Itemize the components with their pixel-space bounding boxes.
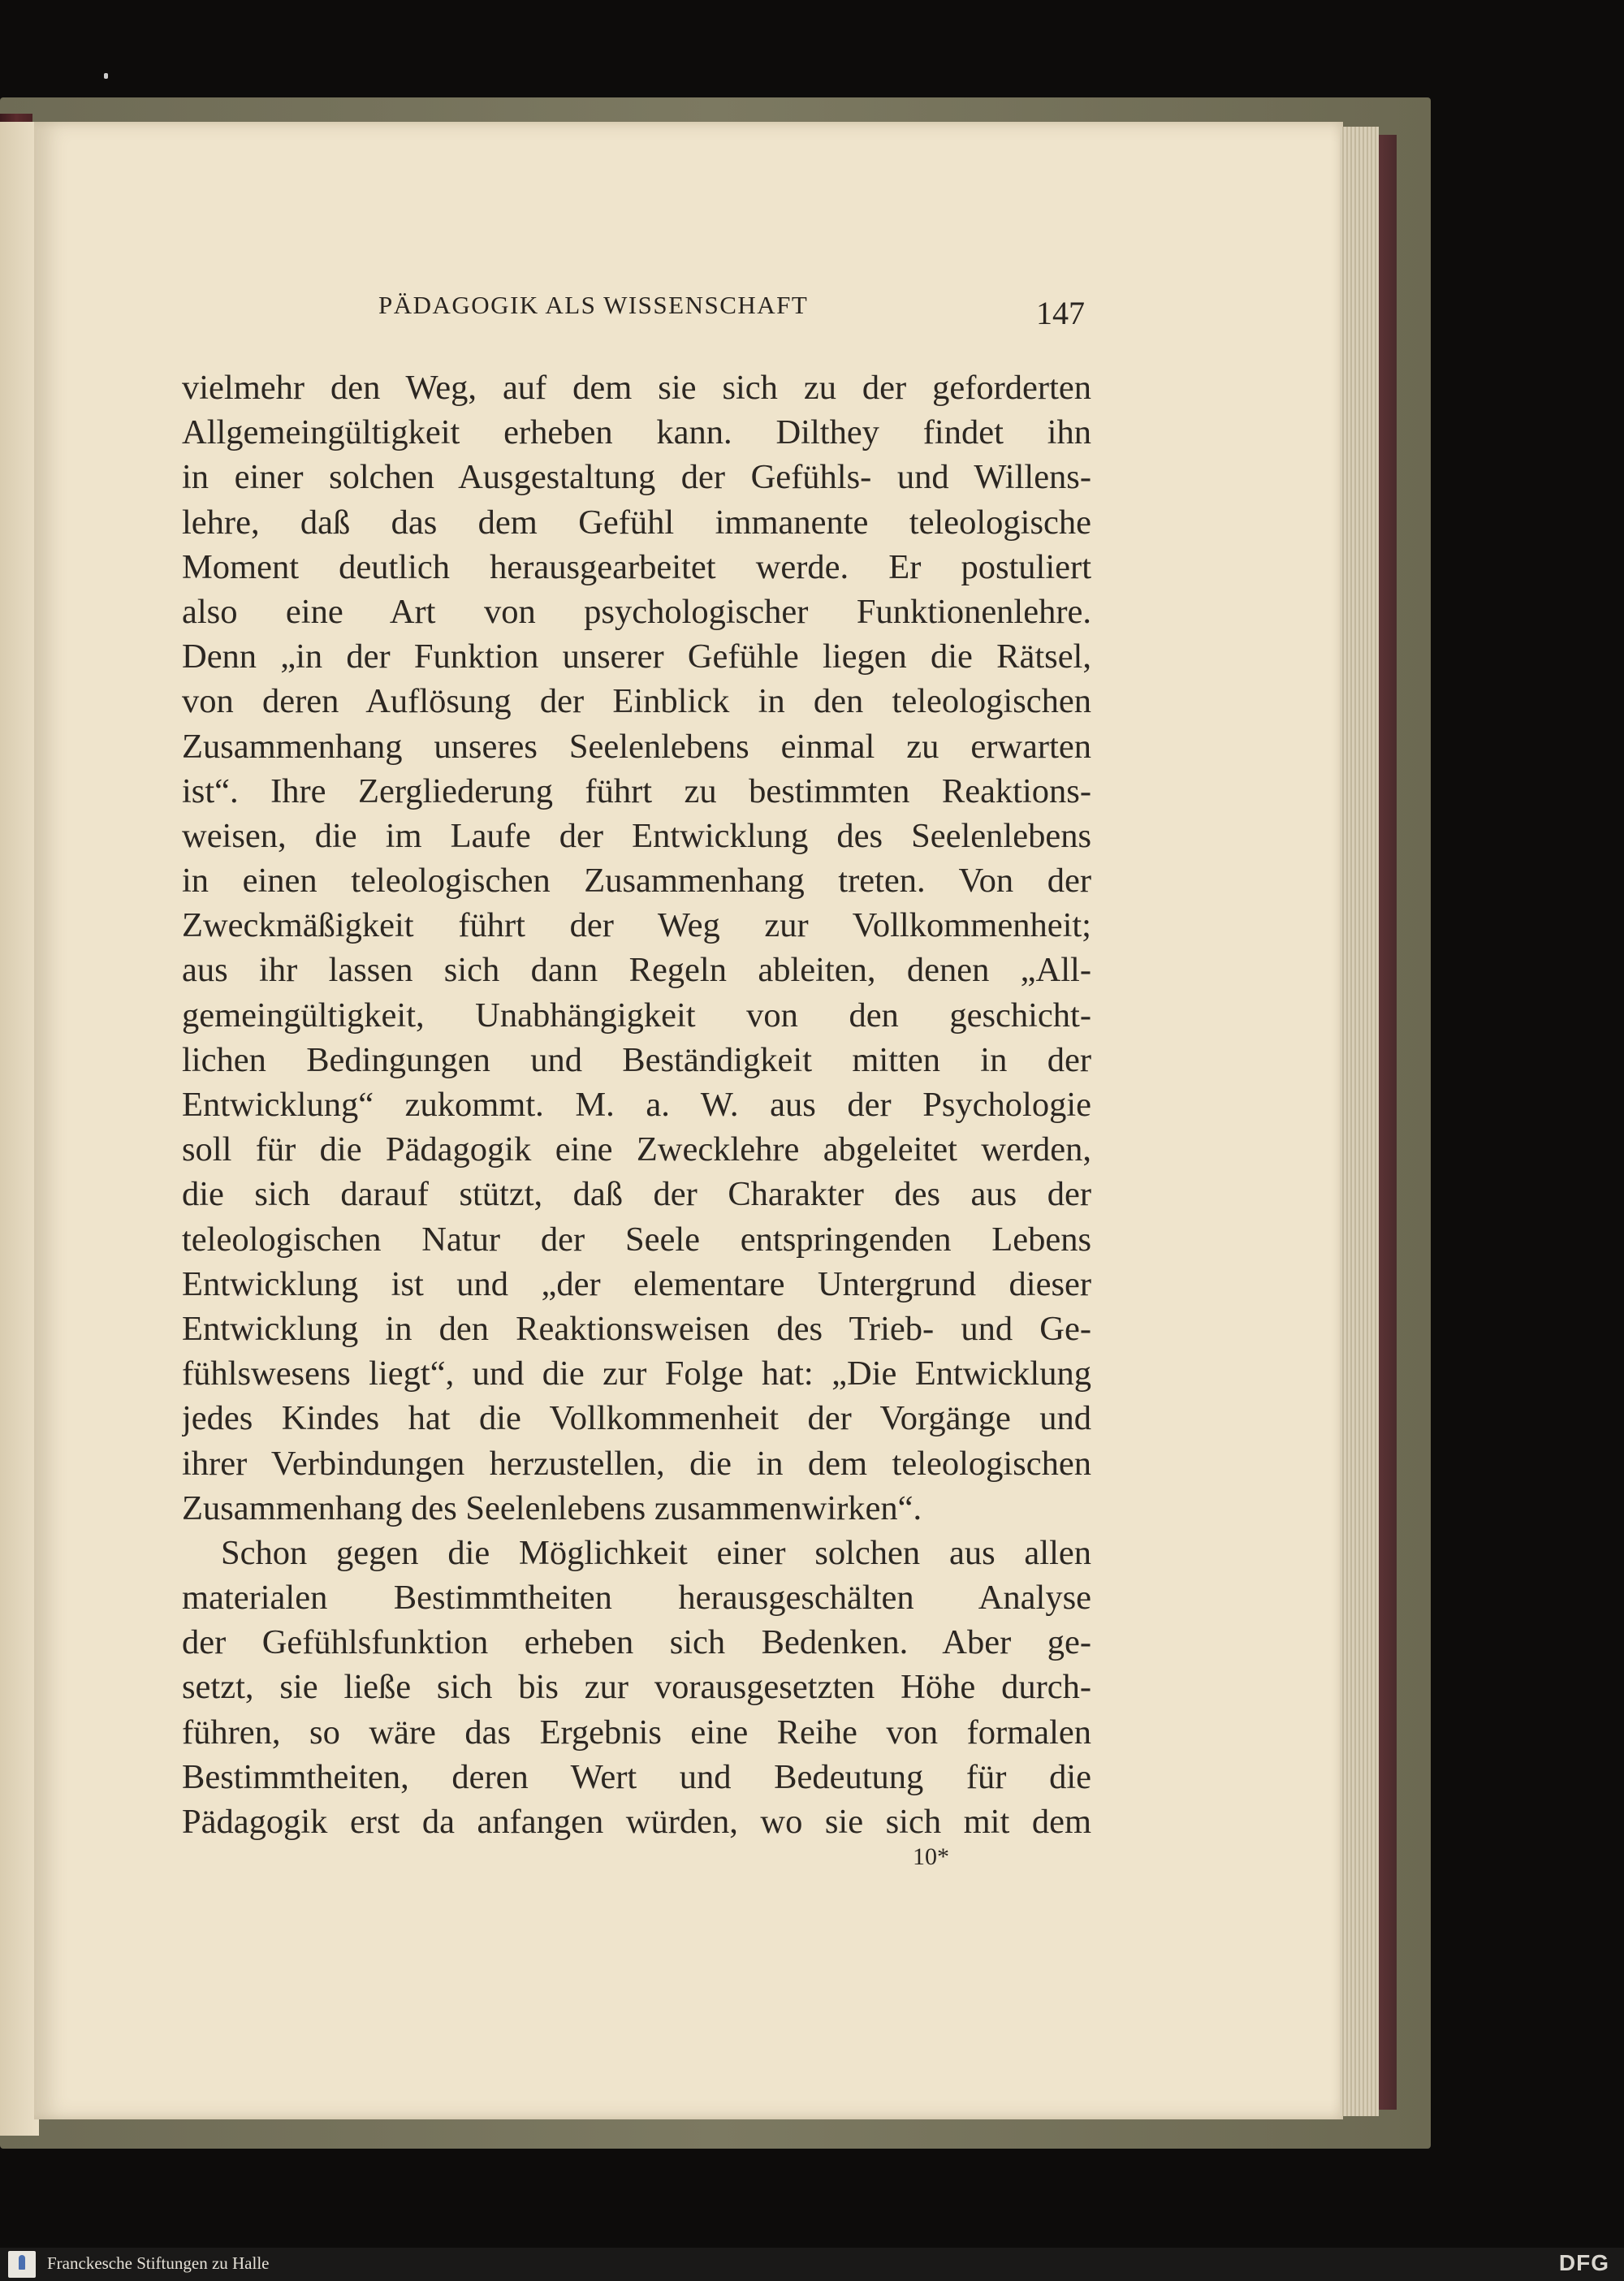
text-line: die sich darauf stützt, daß der Charakter des aus der: [182, 1175, 1091, 1214]
text-line: materialen Bestimmtheiten herausgeschälten Analyse: [182, 1579, 1091, 1618]
text-line: Schon gegen die Möglichkeit einer solchen aus allen: [221, 1533, 1091, 1572]
text-line: lichen Bedingungen und Beständigkeit mitten in der: [182, 1040, 1091, 1079]
text-line: Zweckmäßigkeit führt der Weg zur Vollkommenheit;: [182, 906, 1091, 945]
institution-logo-icon: [8, 2251, 36, 2278]
footer-bar: [0, 2248, 1624, 2281]
left-page-edge: [0, 122, 39, 2136]
text-line: Denn „in der Funktion unserer Gefühle liegen die Rätsel,: [182, 637, 1091, 676]
text-line: in einer solchen Ausgestaltung der Gefühls- und Willens-: [182, 458, 1091, 497]
back-board-edge: [1379, 135, 1397, 2110]
text-line: ihrer Verbindungen herzustellen, die in dem teleologischen: [182, 1444, 1091, 1483]
page-fore-edge: [1340, 127, 1379, 2116]
text-line: soll für die Pädagogik eine Zwecklehre abgeleitet werden,: [182, 1130, 1091, 1169]
page-number: 147: [1036, 295, 1085, 331]
text-line: Bestimmtheiten, deren Wert und Bedeutung für die: [182, 1757, 1091, 1796]
text-line: führen, so wäre das Ergebnis eine Reihe von formalen: [182, 1713, 1091, 1752]
body-text: [182, 365, 1091, 1844]
text-line: also eine Art von psychologischer Funktionenlehre.: [182, 592, 1091, 631]
text-line: jedes Kindes hat die Vollkommenheit der Vorgänge und: [182, 1399, 1091, 1438]
text-line: Moment deutlich herausgearbeitet werde. Er postuliert: [182, 547, 1091, 586]
text-line: der Gefühlsfunktion erheben sich Bedenken. Aber ge-: [182, 1623, 1091, 1662]
text-line: gemeingültigkeit, Unabhängigkeit von den geschicht-: [182, 996, 1091, 1035]
text-line: Entwicklung in den Reaktionsweisen des Trieb- und Ge-: [182, 1309, 1091, 1348]
text-line: teleologischen Natur der Seele entspringenden Lebens: [182, 1220, 1091, 1259]
text-line: lehre, daß das dem Gefühl immanente teleologische: [182, 503, 1091, 542]
dfg-logo: DFG: [1558, 2250, 1609, 2275]
text-line: in einen teleologischen Zusammenhang treten. Von der: [182, 862, 1091, 901]
text-line: von deren Auflösung der Einblick in den teleologischen: [182, 682, 1091, 721]
text-line: Zusammenhang des Seelenlebens zusammenwirken“.: [182, 1488, 922, 1527]
dust-speck: [104, 73, 108, 79]
signature-mark: 10*: [913, 1843, 949, 1870]
text-line: Allgemeingültigkeit erheben kann. Dilthey findet ihn: [182, 413, 1091, 452]
text-line: vielmehr den Weg, auf dem sie sich zu der geforderten: [182, 369, 1091, 407]
text-line: Pädagogik erst da anfangen würden, wo sie sich mit dem: [182, 1803, 1091, 1841]
text-line: Zusammenhang unseres Seelenlebens einmal zu erwarten: [182, 727, 1091, 766]
text-line: Entwicklung ist und „der elementare Untergrund dieser: [182, 1264, 1091, 1303]
running-head: PÄDAGOGIK ALS WISSENSCHAFT: [378, 291, 809, 319]
text-line: fühlswesens liegt“, und die zur Folge hat: „Die Entwicklung: [182, 1354, 1091, 1393]
text-line: Entwicklung“ zukommt. M. a. W. aus der Psychologie: [182, 1086, 1091, 1124]
text-line: setzt, sie ließe sich bis zur vorausgesetzten Höhe durch-: [182, 1668, 1091, 1707]
text-line: ist“. Ihre Zergliederung führt zu bestimmten Reaktions-: [182, 771, 1091, 810]
text-line: aus ihr lassen sich dann Regeln ableiten, denen „All-: [182, 951, 1091, 990]
text-line: weisen, die im Laufe der Entwicklung des Seelenlebens: [182, 816, 1091, 855]
institution-name: Franckesche Stiftungen zu Halle: [47, 2253, 270, 2273]
